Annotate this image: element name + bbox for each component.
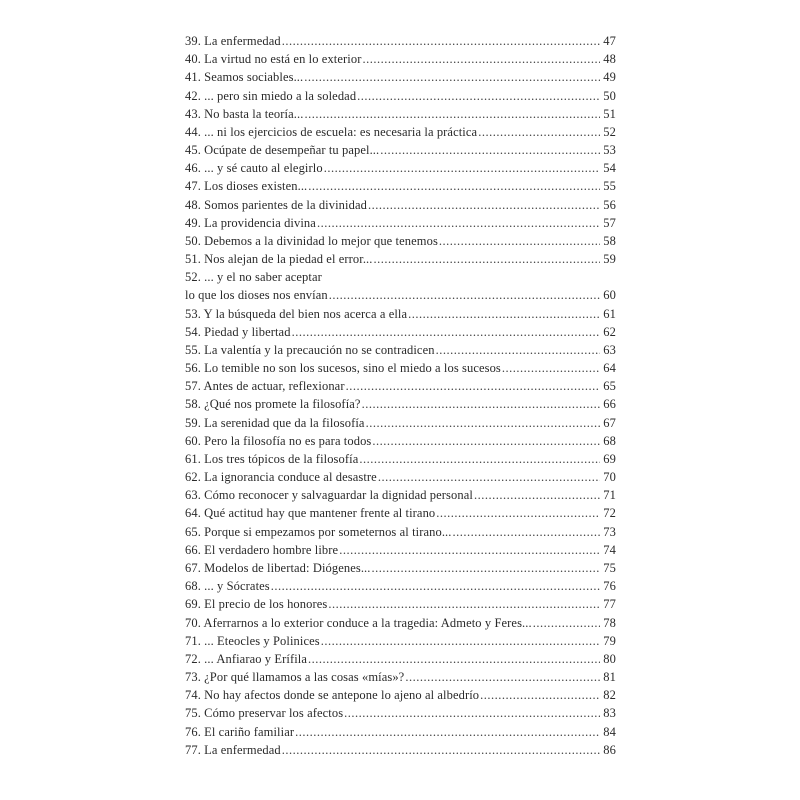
dot-leader <box>357 87 600 105</box>
toc-entry-title: 55. La valentía y la precaución no se contradicen <box>185 342 435 357</box>
dot-leader <box>439 232 600 250</box>
toc-entry <box>185 541 616 559</box>
toc-entry-page-number: 64 <box>603 361 616 376</box>
toc-entry-page-number: 86 <box>603 742 616 757</box>
toc-entry-title: 62. La ignorancia conduce al desastre <box>185 470 377 485</box>
dot-leader <box>366 414 600 432</box>
toc-entry-page-number: 59 <box>603 252 616 267</box>
toc-entry <box>185 704 616 722</box>
dot-leader <box>359 450 600 468</box>
toc-entry-page-number: 67 <box>603 415 616 430</box>
toc-entry <box>185 468 616 486</box>
dot-leader <box>380 141 600 159</box>
toc-entry-page-number: 56 <box>603 197 616 212</box>
toc-entry-title: 68. ... y Sócrates <box>185 579 270 594</box>
dot-leader <box>324 159 600 177</box>
toc-entry-page-number: 61 <box>603 306 616 321</box>
toc-entry-page-number: 69 <box>603 451 616 466</box>
toc-entry <box>185 268 616 286</box>
dot-leader <box>372 559 600 577</box>
dot-leader <box>378 468 600 486</box>
dot-leader <box>480 686 600 704</box>
dot-leader <box>533 614 600 632</box>
dot-leader <box>321 632 600 650</box>
toc-entry-page-number: 77 <box>603 597 616 612</box>
dot-leader <box>271 577 600 595</box>
toc-entry-title: 74. No hay afectos donde se antepone lo ajeno al albedrío <box>185 688 480 703</box>
dot-leader <box>453 523 600 541</box>
toc-entry-title: 61. Los tres tópicos de la filosofía <box>185 451 359 466</box>
toc-entry <box>185 377 616 395</box>
toc-entry-title: 76. El cariño familiar <box>185 724 295 739</box>
toc-entry-page-number: 52 <box>603 124 616 139</box>
toc-entry-title: 66. El verdadero hombre libre <box>185 542 339 557</box>
dot-leader <box>346 377 600 395</box>
toc-entry <box>185 323 616 341</box>
dot-leader <box>368 196 600 214</box>
toc-entry <box>185 559 616 577</box>
toc-entry-title: 73. ¿Por qué llamamos a las cosas «mías»? <box>185 670 405 685</box>
toc-entry-page-number: 75 <box>603 560 616 575</box>
dot-leader <box>474 486 600 504</box>
toc-entry-title: 43. No basta la teoría... <box>185 106 304 121</box>
dot-leader <box>405 668 600 686</box>
toc-entry-page-number: 81 <box>603 670 616 685</box>
toc-entry-title: 42. ... pero sin miedo a la soledad <box>185 88 357 103</box>
toc-entry <box>185 50 616 68</box>
toc-entry <box>185 32 616 50</box>
toc-entry-title: 77. La enfermedad <box>185 742 281 757</box>
dot-leader <box>328 595 600 613</box>
toc-entry <box>185 486 616 504</box>
toc-entry-title: 60. Pero la filosofía no es para todos <box>185 433 372 448</box>
toc-entry-title: 52. ... y el no saber aceptar <box>185 270 322 285</box>
toc-entry-title: 51. Nos alejan de la piedad el error... <box>185 252 373 267</box>
dot-leader <box>436 341 600 359</box>
dot-leader <box>478 123 600 141</box>
toc-entry <box>185 250 616 268</box>
toc-entry-title: 64. Qué actitud hay que mantener frente al tirano <box>185 506 436 521</box>
toc-entry-title: 75. Cómo preservar los afectos <box>185 706 344 721</box>
toc-entry-page-number: 79 <box>603 633 616 648</box>
toc-entry-page-number: 47 <box>603 34 616 48</box>
toc-entry-title: 44. ... ni los ejercicios de escuela: es necesaria la práctica <box>185 124 478 139</box>
toc-entry <box>185 504 616 522</box>
dot-leader <box>374 250 600 268</box>
dot-leader <box>339 541 600 559</box>
toc-entry-page-number: 54 <box>603 161 616 176</box>
dot-leader <box>436 504 600 522</box>
toc-entry <box>185 450 616 468</box>
toc-entry-page-number: 55 <box>603 179 616 194</box>
toc-entry <box>185 87 616 105</box>
toc-entry-page-number: 48 <box>603 52 616 67</box>
toc-entry-title: 49. La providencia divina <box>185 215 316 230</box>
toc-entry-title: 48. Somos parientes de la divinidad <box>185 197 367 212</box>
toc-entry-title: 39. La enfermedad <box>185 34 281 48</box>
toc-entry <box>185 159 616 177</box>
dot-leader <box>292 323 600 341</box>
toc-entry <box>185 286 616 304</box>
toc-entry <box>185 68 616 86</box>
toc-entry-title: 50. Debemos a la divinidad lo mejor que tenemos <box>185 233 438 248</box>
toc-entry-title: 40. La virtud no está en lo exterior <box>185 52 362 67</box>
toc-entry <box>185 123 616 141</box>
toc-entry-page-number: 70 <box>603 470 616 485</box>
toc-entry-title: 57. Antes de actuar, reflexionar <box>185 379 345 394</box>
toc-entry <box>185 523 616 541</box>
toc-entry <box>185 414 616 432</box>
toc-entry-page-number: 76 <box>603 579 616 594</box>
dot-leader <box>317 214 600 232</box>
dot-leader <box>408 305 600 323</box>
toc-entry <box>185 141 616 159</box>
toc-entry-page-number: 62 <box>603 324 616 339</box>
dot-leader <box>308 177 600 195</box>
toc-entry <box>185 595 616 613</box>
dot-leader <box>329 286 600 304</box>
dot-leader <box>344 704 600 722</box>
toc-entry-page-number: 72 <box>603 506 616 521</box>
toc-entry <box>185 359 616 377</box>
toc-entry-title: 59. La serenidad que da la filosofía <box>185 415 365 430</box>
toc-entry-page-number: 73 <box>603 524 616 539</box>
toc-entry <box>185 177 616 195</box>
dot-leader <box>372 432 600 450</box>
toc-entry-page-number: 51 <box>603 106 616 121</box>
toc-entry-page-number: 74 <box>603 542 616 557</box>
dot-leader <box>502 359 600 377</box>
dot-leader <box>295 723 600 741</box>
toc-entry <box>185 214 616 232</box>
toc-entry-page-number: 83 <box>603 706 616 721</box>
toc-entry-title: 67. Modelos de libertad: Diógenes... <box>185 560 371 575</box>
dot-leader <box>362 50 600 68</box>
table-of-contents <box>185 32 616 759</box>
dot-leader <box>362 395 600 413</box>
toc-entry <box>185 232 616 250</box>
dot-leader <box>308 650 600 668</box>
toc-entry <box>185 686 616 704</box>
toc-entry <box>185 668 616 686</box>
toc-entry-page-number: 63 <box>603 342 616 357</box>
toc-entry-title: 46. ... y sé cauto al elegirlo <box>185 161 323 176</box>
toc-entry-page-number: 50 <box>603 88 616 103</box>
toc-entry-page-number: 66 <box>603 397 616 412</box>
toc-entry-page-number: 80 <box>603 651 616 666</box>
toc-entry-page-number: 78 <box>603 615 616 630</box>
toc-entry <box>185 577 616 595</box>
dot-leader <box>282 32 600 50</box>
toc-entry-title: 63. Cómo reconocer y salvaguardar la dignidad personal <box>185 488 473 503</box>
dot-leader <box>282 741 600 759</box>
toc-entry <box>185 432 616 450</box>
toc-entry <box>185 650 616 668</box>
toc-entry-page-number: 82 <box>603 688 616 703</box>
toc-entry-page-number: 57 <box>603 215 616 230</box>
toc-entry-page-number: 60 <box>603 288 616 303</box>
toc-entry <box>185 741 616 759</box>
toc-entry-title: 41. Seamos sociables... <box>185 70 304 85</box>
toc-entry-title: 56. Lo temible no son los sucesos, sino el miedo a los sucesos <box>185 361 501 376</box>
toc-entry <box>185 632 616 650</box>
toc-entry <box>185 395 616 413</box>
toc-entry-title: 45. Ocúpate de desempeñar tu papel... <box>185 143 380 158</box>
toc-entry <box>185 341 616 359</box>
toc-entry-page-number: 53 <box>603 143 616 158</box>
toc-entry-title: 53. Y la búsqueda del bien nos acerca a ella <box>185 306 408 321</box>
toc-entry <box>185 614 616 632</box>
toc-entry <box>185 105 616 123</box>
toc-entry <box>185 305 616 323</box>
dot-leader <box>304 105 600 123</box>
dot-leader <box>304 68 600 86</box>
toc-entry-title: 71. ... Eteocles y Polinices <box>185 633 320 648</box>
toc-entry-page-number: 68 <box>603 433 616 448</box>
toc-entry-page-number: 65 <box>603 379 616 394</box>
toc-entry-title: 54. Piedad y libertad <box>185 324 291 339</box>
toc-entry-page-number: 49 <box>603 70 616 85</box>
toc-entry-title: 69. El precio de los honores <box>185 597 328 612</box>
toc-entry-title: 65. Porque si empezamos por someternos al tirano... <box>185 524 452 539</box>
toc-entry-title: 47. Los dioses existen... <box>185 179 308 194</box>
toc-entry-page-number: 84 <box>603 724 616 739</box>
toc-entry <box>185 196 616 214</box>
toc-entry-title: 70. Aferrarnos a lo exterior conduce a la tragedia: Admeto y Feres... <box>185 615 532 630</box>
toc-entry-page-number: 71 <box>603 488 616 503</box>
toc-entry-title: lo que los dioses nos envían <box>185 288 328 303</box>
toc-entry-page-number: 58 <box>603 233 616 248</box>
toc-entry-title: 72. ... Anfiarao y Erífila <box>185 651 308 666</box>
toc-entry <box>185 723 616 741</box>
toc-entry-title: 58. ¿Qué nos promete la filosofía? <box>185 397 361 412</box>
